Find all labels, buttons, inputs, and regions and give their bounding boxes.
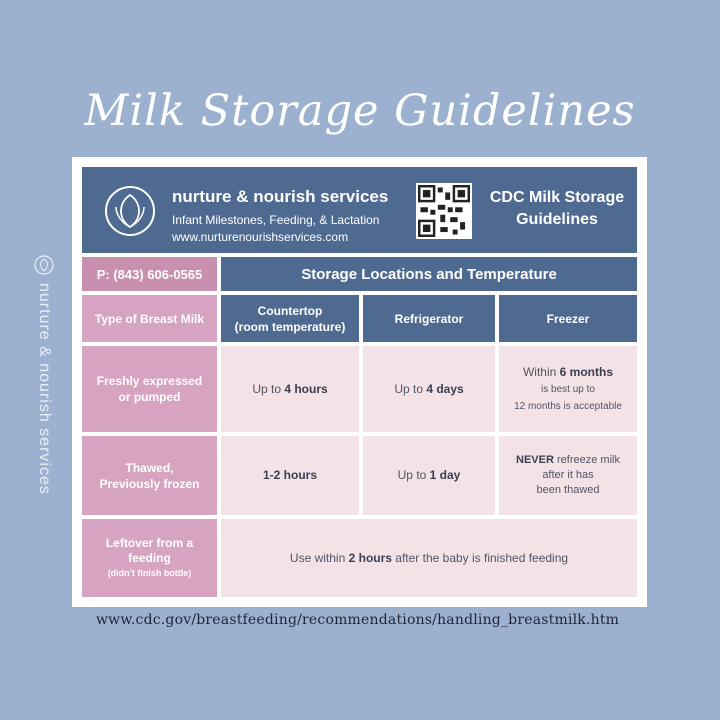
- row-label-leftover-line2: feeding: [128, 550, 171, 565]
- guidelines-card: [72, 157, 647, 607]
- thawed-countertop-value: 1-2 hours: [262, 468, 317, 482]
- leaf-logo-icon: [34, 255, 54, 275]
- row-label-fresh-line1: Freshly expressed: [96, 374, 203, 388]
- col-countertop: [221, 295, 359, 342]
- thawed-freezer-never: NEVER: [516, 454, 554, 466]
- fresh-refrigerator: [363, 346, 495, 432]
- fresh-countertop: [221, 346, 359, 432]
- thawed-fridge-pre: Up to: [397, 468, 430, 482]
- cdc-title-line1: CDC Milk Storage: [489, 189, 625, 206]
- row-label-fresh-line2: or pumped: [118, 390, 181, 404]
- col-countertop-line2: (room temperature): [234, 319, 346, 334]
- page-title: Milk Storage Guidelines: [84, 86, 636, 136]
- cdc-title-line2: Guidelines: [516, 211, 598, 228]
- side-brand: [30, 255, 58, 495]
- fresh-countertop-pre: Up to: [252, 381, 285, 396]
- fresh-fridge-value: 4 days: [426, 381, 464, 396]
- fresh-freezer-pre: Within: [522, 364, 560, 379]
- leaf-logo-icon: [104, 185, 156, 237]
- row-label-thawed-line1: Thawed,: [125, 460, 174, 475]
- col-freezer: Freezer: [499, 295, 637, 342]
- brand-tagline: Infant Milestones, Feeding, & Lactation: [172, 213, 380, 227]
- fresh-freezer-line2: is best up to: [541, 383, 595, 395]
- fresh-freezer-value: 6 months: [559, 364, 614, 379]
- col-countertop-line1: Countertop: [257, 303, 323, 318]
- phone-number: P: (843) 606-0565: [82, 257, 217, 291]
- brand-url: www.nurturenourishservices.com: [172, 230, 349, 244]
- thawed-fridge-value: 1 day: [429, 468, 461, 482]
- fresh-freezer-line3: 12 months is acceptable: [514, 400, 622, 412]
- fresh-freezer: [499, 346, 637, 432]
- col-refrigerator: Refrigerator: [363, 295, 495, 342]
- cdc-title: [482, 187, 632, 231]
- row-label-thawed-line2: Previously frozen: [99, 476, 200, 491]
- row-header-label: Type of Breast Milk: [82, 295, 217, 342]
- fresh-fridge-pre: Up to: [394, 381, 427, 396]
- thawed-countertop: [221, 436, 359, 515]
- brand-name: nurture & nourish services: [172, 187, 389, 206]
- row-label-leftover-line1: Leftover from a: [105, 535, 194, 550]
- row-label-fresh: [82, 346, 217, 432]
- thawed-freezer-post: refreeze milk: [553, 454, 620, 466]
- thawed-freezer-line3: been thawed: [536, 484, 600, 496]
- fresh-countertop-value: 4 hours: [284, 381, 328, 396]
- section-title: Storage Locations and Temperature: [221, 257, 637, 291]
- row-label-thawed: [82, 436, 217, 515]
- thawed-freezer: [499, 436, 637, 515]
- thawed-refrigerator: [363, 436, 495, 515]
- thawed-freezer-line2: after it has: [542, 469, 594, 481]
- card-header: [82, 167, 637, 253]
- leftover-note: [221, 519, 637, 597]
- side-brand-text: nurture & nourish services: [36, 283, 53, 495]
- row-label-leftover-line3: (didn't finish bottle): [107, 567, 192, 578]
- source-url: www.cdc.gov/breastfeeding/recommendations/handling_breastmilk.htm: [96, 612, 620, 628]
- leftover-note-pre: Use within: [289, 550, 349, 565]
- row-label-leftover: [82, 519, 217, 597]
- leftover-note-value: 2 hours: [348, 550, 392, 565]
- qr-code-icon: [416, 183, 472, 239]
- leftover-note-post: after the baby is finished feeding: [391, 550, 569, 565]
